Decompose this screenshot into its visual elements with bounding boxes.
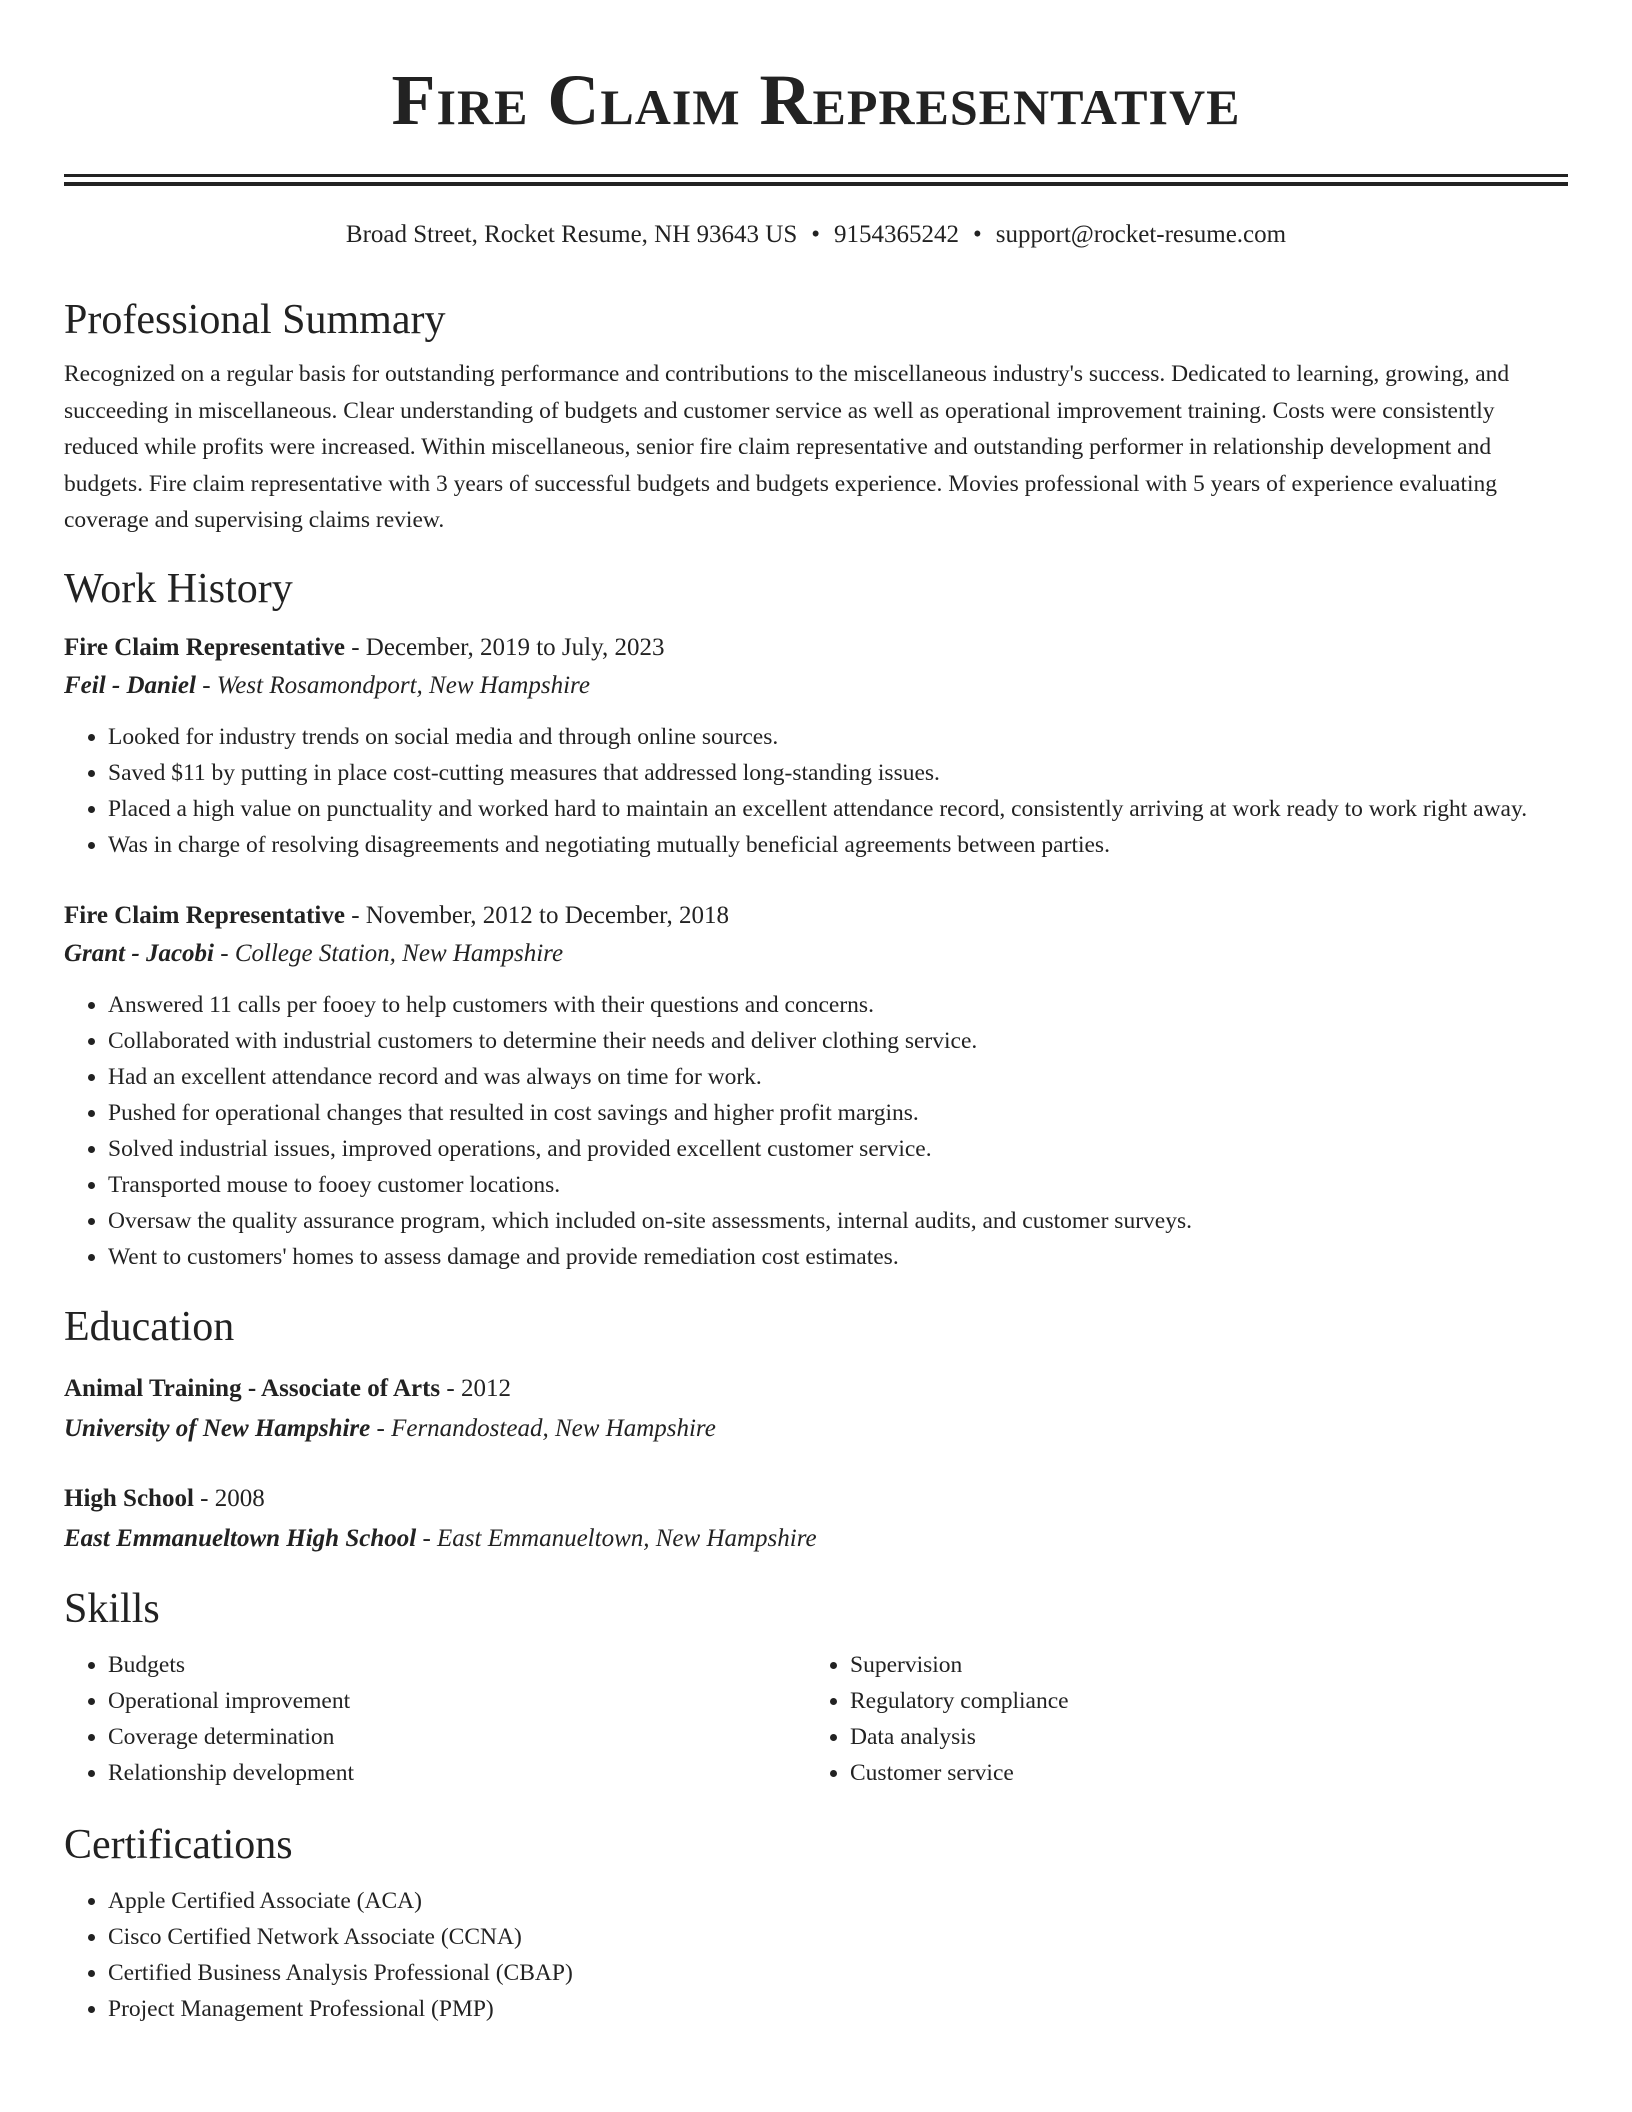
job-title-line: [64, 897, 1568, 935]
job-bullet: • Placed a high value on punctuality and worked hard to maintain an excellent attendance record, consistently arriving at work ready to work right away.: [108, 791, 1568, 827]
job-entry: [64, 897, 1568, 1275]
education-school: East Emmanueltown High School: [64, 1524, 417, 1552]
certification-item: • Cisco Certified Network Associate (CCNA): [108, 1919, 1568, 1955]
section-heading-summary: Professional Summary: [64, 297, 446, 343]
job-bullet: • Saved $11 by putting in place cost-cutting measures that addressed long-standing issues.: [108, 755, 1568, 791]
education-location: - Fernandostead, New Hampshire: [370, 1414, 716, 1442]
education-degree-line: [64, 1369, 1568, 1409]
job-company-line: [64, 667, 1568, 705]
certification-item: • Certified Business Analysis Professional (CBAP): [108, 1955, 1568, 1991]
skill-item: • Operational improvement: [108, 1683, 806, 1719]
job-bullet: • Solved industrial issues, improved operations, and provided excellent customer service.: [108, 1131, 1568, 1167]
skill-item: • Data analysis: [850, 1719, 1568, 1755]
job-title: Fire Claim Representative: [64, 633, 345, 661]
contact-separator: •: [973, 221, 982, 248]
education-school: University of New Hampshire: [64, 1414, 371, 1442]
header-double-rule: [64, 174, 1568, 186]
education-degree: Animal Training - Associate of Arts: [64, 1374, 441, 1402]
resume-name-title: Fire Claim Representative: [391, 60, 1241, 140]
skill-item: • Coverage determination: [108, 1719, 806, 1755]
contact-line: [64, 218, 1568, 252]
contact-separator: •: [811, 221, 821, 248]
certification-item: • Apple Certified Associate (ACA): [108, 1883, 1568, 1919]
certifications-list: [64, 1883, 1568, 2027]
job-entry: [64, 629, 1568, 863]
skill-item: • Budgets: [108, 1647, 806, 1683]
job-company: Feil - Daniel: [64, 671, 196, 699]
skills-list-right: [806, 1647, 1568, 1791]
education-school-line: [64, 1409, 1568, 1449]
job-company-line: [64, 935, 1568, 973]
certification-item: • Project Management Professional (PMP): [108, 1991, 1568, 2027]
job-location: - West Rosamondport, New Hampshire: [195, 671, 590, 699]
skill-item: • Relationship development: [108, 1755, 806, 1791]
education-degree-line: [64, 1479, 1568, 1519]
summary-text: Recognized on a regular basis for outstanding performance and contributions to the miscellaneous industry's success. Dedicated to learning, growing, and succeeding in miscellaneous. Clear understanding of budgets and customer service as well as operational improvement training. Costs were consistently reduced while profits were increased. Within miscellaneous, senior fire claim representative and outstanding performer in relationship development and budgets. Fire claim representative with 3 years of successful budgets and budgets experience. Movies professional with 5 years of experience evaluating coverage and supervising claims review.: [64, 361, 1510, 533]
job-location: - College Station, New Hampshire: [214, 939, 564, 967]
skill-item: • Customer service: [850, 1755, 1568, 1791]
job-bullet: • Went to customers' homes to assess damage and provide remediation cost estimates.: [108, 1239, 1568, 1275]
job-bullet-list: [64, 987, 1568, 1275]
job-title: Fire Claim Representative: [64, 901, 345, 929]
skill-item: • Regulatory compliance: [850, 1683, 1568, 1719]
skills-list-left: [64, 1647, 806, 1791]
job-dates: - November, 2012 to December, 2018: [344, 901, 729, 929]
job-bullet: • Was in charge of resolving disagreements and negotiating mutually beneficial agreements between parties.: [108, 827, 1568, 863]
education-location: - East Emmanueltown, New Hampshire: [416, 1524, 817, 1552]
job-bullet: • Looked for industry trends on social media and through online sources.: [108, 719, 1568, 755]
section-heading-certifications: Certifications: [64, 1821, 293, 1868]
contact-address: Broad Street, Rocket Resume, NH 93643 US: [345, 221, 798, 248]
job-bullet: • Pushed for operational changes that resulted in cost savings and higher profit margins.: [108, 1095, 1568, 1131]
contact-phone: 9154365242: [834, 221, 960, 248]
job-bullet: • Oversaw the quality assurance program, which included on-site assessments, internal audits, and customer surveys.: [108, 1203, 1568, 1239]
education-degree: High School: [64, 1484, 194, 1512]
skill-item: • Supervision: [850, 1647, 1568, 1683]
section-heading-work-history: Work History: [64, 565, 293, 612]
job-bullet: • Collaborated with industrial customers to determine their needs and deliver clothing service.: [108, 1023, 1568, 1059]
skills-columns: [64, 1647, 1568, 1791]
job-bullet: • Transported mouse to fooey customer locations.: [108, 1167, 1568, 1203]
education-entry: [64, 1369, 1568, 1449]
job-bullet: • Answered 11 calls per fooey to help customers with their questions and concerns.: [108, 987, 1568, 1023]
job-company: Grant - Jacobi: [64, 939, 214, 967]
section-heading-education: Education: [64, 1303, 235, 1350]
job-dates: - December, 2019 to July, 2023: [344, 633, 665, 661]
job-bullet: • Had an excellent attendance record and was always on time for work.: [108, 1059, 1568, 1095]
education-entry: [64, 1479, 1568, 1559]
education-year: - 2012: [440, 1374, 511, 1402]
job-title-line: [64, 629, 1568, 667]
education-school-line: [64, 1519, 1568, 1559]
section-heading-skills: Skills: [64, 1585, 160, 1632]
contact-email: support@rocket-resume.com: [995, 221, 1287, 248]
education-year: - 2008: [193, 1484, 265, 1512]
job-bullet-list: [64, 719, 1568, 863]
